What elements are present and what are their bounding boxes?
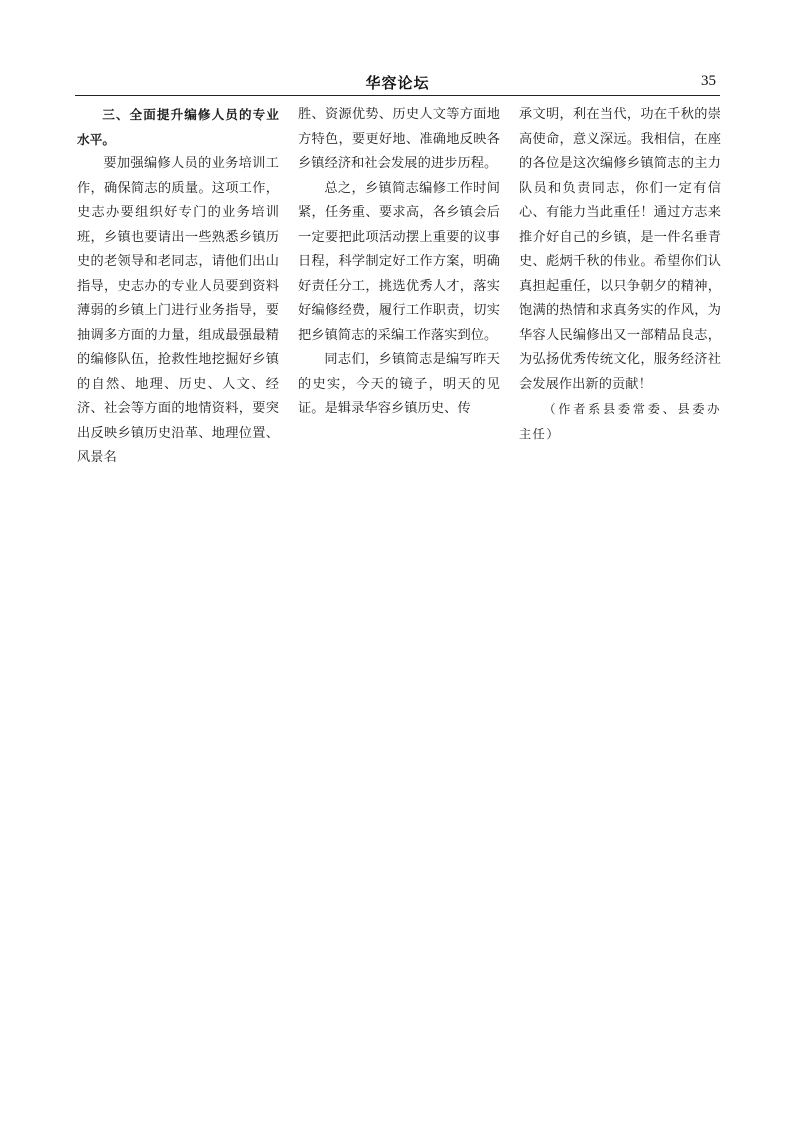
paragraph-closing: 同志们，乡镇简志是编写昨天的史实，今天的镜子，明天的见证。是辑录华容乡镇历史、传 bbox=[298, 352, 500, 416]
paragraph-closing-continued: 承文明，利在当代，功在千秋的崇高使命，意义深远。我相信，在座的各位是这次编修乡镇简志的主力队员和负责同志，你们一定有信心、有能力当此重任！通过方志来推介好自己的乡镇，是一件名垂青史、彪炳千秋的伟业。希望你们认真担起重任，以只争朝夕的精神，饱满的热情和求真务实的作风，为华容人民编修出又一部精品良志，为弘扬优秀传统文化，服务经济社会发展作出新的贡献！ bbox=[519, 107, 721, 392]
section-heading: 三、全面提升编修人员的专业水平。 bbox=[77, 107, 279, 147]
paragraph-training: 要加强编修人员的业务培训工作，确保简志的质量。这项工作，史志办要组织好专门的业务培训班，乡镇也要请出一些熟悉乡镇历史的老领导和老同志，请他们出山指导，史志办的专业人员要到资料薄弱的乡镇上门进行业务指导，要抽调多方面的力量，组成最强最精的编修队伍，抢救性地挖掘好乡镇的自然、地理、历史、人文、经济、社会等方面的地情资料，要突出反映乡镇历史沿革、地理位置、风景名 bbox=[77, 156, 279, 465]
page-number: 35 bbox=[701, 73, 716, 89]
running-header bbox=[75, 70, 720, 96]
text-column-2 bbox=[298, 103, 500, 422]
paragraph-training-continued: 胜、资源优势、历史人文等方面地方特色，要更好地、准确地反映各乡镇经济和社会发展的进步历程。 bbox=[298, 107, 500, 171]
author-byline: （作者系县委常委、县委办主任） bbox=[519, 402, 721, 441]
text-column-1 bbox=[77, 103, 279, 471]
header-rule bbox=[75, 95, 720, 96]
text-column-3 bbox=[519, 103, 721, 446]
article-body bbox=[75, 103, 720, 523]
paragraph-summary: 总之，乡镇简志编修工作时间紧，任务重、要求高，各乡镇会后一定要把此项活动摆上重要的议事日程，科学制定好工作方案，明确好责任分工，挑选优秀人才，落实好编修经费，履行工作职责，切实把乡镇简志的采编工作落实到位。 bbox=[298, 180, 500, 343]
journal-title: 华容论坛 bbox=[365, 74, 430, 92]
